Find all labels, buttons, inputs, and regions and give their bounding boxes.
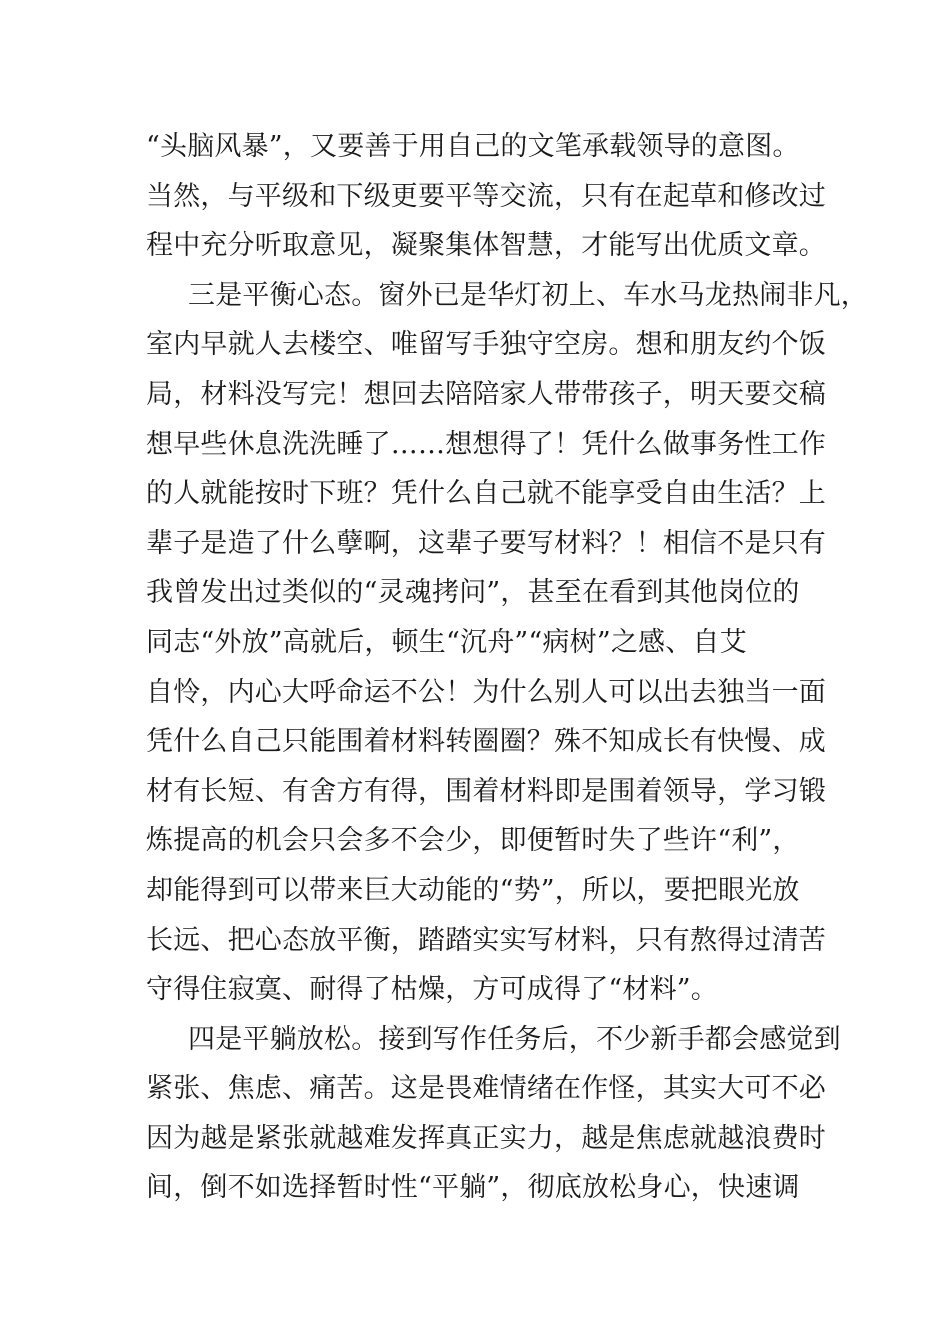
- text-line: 的人就能按时下班？凭什么自己就不能享受自由生活？上: [146, 478, 826, 510]
- text-line: 材有长短、有舍方有得，围着材料即是围着领导，学习锻: [146, 775, 826, 807]
- text-line: 间，倒不如选择暂时性“平躺”，彻底放松身心，快速调: [146, 1172, 800, 1204]
- text-line: 局，材料没写完！想回去陪陪家人带带孩子，明天要交稿: [146, 378, 826, 410]
- text-line: “头脑风暴”，又要善于用自己的文笔承载领导的意图。: [146, 131, 800, 162]
- paragraph-start-line: 三是平衡心态。窗外已是华灯初上、车水马龙热闹非凡，: [188, 279, 868, 311]
- text-line: 室内早就人去楼空、唯留写手独守空房。想和朋友约个饭: [146, 329, 826, 361]
- text-line: 程中充分听取意见，凝聚集体智慧，才能写出优质文章。: [146, 230, 826, 262]
- text-line: 却能得到可以带来巨大动能的“势”，所以，要把眼光放: [146, 874, 800, 906]
- text-line: 同志“外放”高就后，顿生“沉舟”“病树”之感、自艾: [146, 626, 747, 658]
- text-line: 长远、把心态放平衡，踏踏实实写材料，只有熬得过清苦: [146, 924, 826, 956]
- text-line: 辈子是造了什么孽啊，这辈子要写材料？！相信不是只有: [146, 527, 826, 559]
- text-line: 凭什么自己只能围着材料转圈圈？殊不知成长有快慢、成: [146, 726, 826, 758]
- paragraph-start-line: 四是平躺放松。接到写作任务后，不少新手都会感觉到: [188, 1023, 841, 1055]
- text-line: 当然，与平级和下级更要平等交流，只有在起草和修改过: [146, 180, 826, 212]
- text-line: 因为越是紧张就越难发挥真正实力，越是焦虑就越浪费时: [146, 1122, 826, 1154]
- text-line: 守得住寂寞、耐得了枯燥，方可成得了“材料”。: [146, 974, 719, 1006]
- text-line: 想早些休息洗洗睡了……想想得了！凭什么做事务性工作: [146, 428, 826, 460]
- text-line: 紧张、焦虑、痛苦。这是畏难情绪在作怪，其实大可不必: [146, 1073, 826, 1105]
- text-line: 我曾发出过类似的“灵魂拷问”，甚至在看到其他岗位的: [146, 577, 800, 609]
- text-line: 自怜，内心大呼命运不公！为什么别人可以出去独当一面: [146, 676, 826, 708]
- body-text: [146, 122, 868, 1213]
- text-line: 炼提高的机会只会多不会少，即便暂时失了些许“利”，: [146, 825, 800, 857]
